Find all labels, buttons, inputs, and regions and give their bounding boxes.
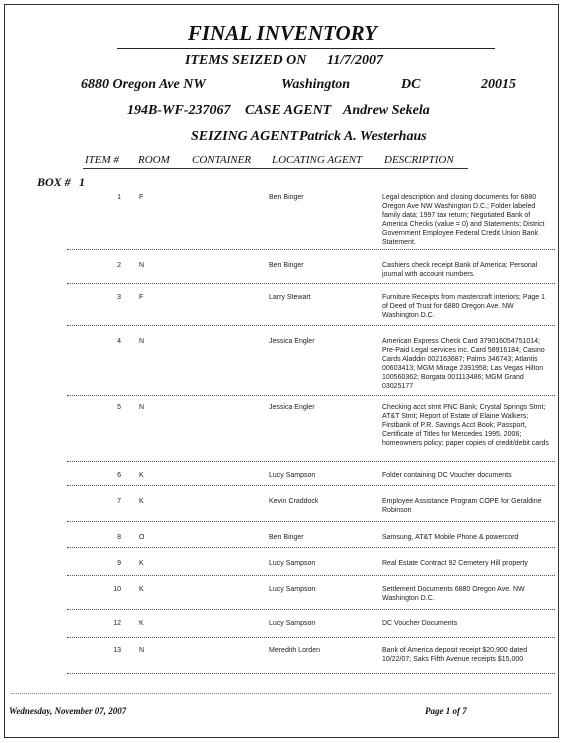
row-separator [67,609,555,610]
box-number: 1 [79,175,85,189]
item-description: DC Voucher Documents [382,620,458,627]
column-header-container: CONTAINER [192,154,252,166]
case-agent-label: CASE AGENT [245,103,332,118]
row-separator [67,485,555,486]
item-description: Employee Assistance Program COPE for Geraldine Robinson [382,498,542,514]
room-code: K [139,472,144,479]
item-description: American Express Check Card 379016054751014; Pre-Paid Legal services inc. Card 58916184; Casino Cards Aladdin 002163687; Palms 346743; Atlantis 00603413; MGM Mirage 2391958; Las Vegas Hilton 100560362; Borgata 001113486; MGM Grand 03025177 [382,338,545,390]
seizing-agent-label: SEIZING AGENT [191,129,299,144]
item-number: 9 [117,560,121,567]
state: DC [401,77,421,92]
room-code: K [139,560,144,567]
locating-agent: Kevin Craddock [269,498,319,505]
room-code: K [139,498,144,505]
city: Washington [281,77,350,92]
locating-agent: Lucy Sampson [269,560,316,567]
locating-agent: Ben Binger [269,194,304,201]
item-number: 4 [117,338,121,345]
document-page [4,4,559,738]
item-number: 1 [117,194,121,201]
room-code: N [139,338,145,345]
room-code: F [139,294,144,301]
locating-agent: Jessica Engler [269,404,315,411]
item-description: Folder containing DC Voucher documents [382,472,512,479]
item-number: 2 [117,262,121,269]
item-number: 10 [113,586,121,593]
column-header-rule [83,168,468,169]
row-separator [67,547,555,548]
zip-code: 20015 [481,77,516,92]
room-code: N [139,647,145,654]
locating-agent: Larry Stewart [269,294,311,301]
items-seized-label: ITEMS SEIZED ON [185,53,307,68]
item-description: Real Estate Contract 92 Cemetery Hill property [382,560,528,567]
row-separator [67,575,555,576]
locating-agent: Ben Binger [269,534,304,541]
title-underline [117,48,495,49]
item-description: Samsung, AT&T Mobile Phone & powercord [382,534,519,541]
item-number: 8 [117,534,121,541]
locating-agent: Lucy Sampson [269,586,316,593]
column-header-locating-agent: LOCATING AGENT [272,154,363,166]
footer-page-number: Page 1 of 7 [425,706,467,716]
row-separator [67,637,555,638]
footer-date: Wednesday, November 07, 2007 [9,706,127,716]
room-code: O [139,534,145,541]
locating-agent: Meredith Lorden [269,647,320,654]
item-description: Settlement Documents 6880 Oregon Ave. NW Washington D.C. [382,586,525,602]
box-label: BOX # [37,175,71,189]
row-separator [67,521,555,522]
column-header-description: DESCRIPTION [384,154,454,166]
room-code: F [139,194,144,201]
column-header-item: ITEM # [85,154,119,166]
room-code: K [139,586,144,593]
row-separator [67,395,555,396]
footer-rule [11,693,551,694]
row-separator [67,325,555,326]
item-description: Furniture Receipts from mastercraft interiors; Page 1 of Deed of Trust for 6880 Oregon Ave. NW Washington D.C. [382,294,546,319]
item-description: Bank of America deposit receipt $20,900 dated 10/22/07; Saks Fifth Avenue receipts $15,000 [382,647,528,663]
item-description: Cashiers check receipt Bank of America; Personal journal with account numbers. [382,262,538,278]
row-separator [67,673,555,674]
item-description: Legal description and closing documents for 6880 Oregon Ave NW Washington D.C.; Folder labeled family data; 1997 tax return; Negotiated Bank of America Checks (value = 0) and Statements; District Government Employee Federal Credit Union Bank Statement. [382,194,545,246]
row-separator [67,249,555,250]
page-title: FINAL INVENTORY [187,21,378,45]
seizing-agent-name: Patrick A. Westerhaus [299,129,427,144]
items-seized-date: 11/7/2007 [327,53,384,68]
room-code: K [139,620,144,627]
room-code: N [139,404,145,411]
item-number: 6 [117,472,121,479]
column-header-room: ROOM [138,154,170,166]
room-code: N [139,262,145,269]
item-number: 7 [117,498,121,505]
locating-agent: Lucy Sampson [269,620,316,627]
locating-agent: Jessica Engler [269,338,315,345]
item-number: 3 [117,294,121,301]
case-agent-name: Andrew Sekela [343,103,430,118]
item-number: 13 [113,647,121,654]
locating-agent: Ben Binger [269,262,304,269]
item-number: 5 [117,404,121,411]
row-separator [67,461,555,462]
item-description: Checking acct stmt PNC Bank; Crystal Springs Stmt; AT&T Stmt; Report of Estate of Elaine Walkers; Firstbank of P.R. Savings Acct Book; Passport, Certificate of Titles for Mercedes 1995, 2006; homeowners policy; paper copies of credit/debit cards [382,404,549,447]
row-separator [67,283,555,284]
street-address: 6880 Oregon Ave NW [81,77,206,92]
locating-agent: Lucy Sampson [269,472,316,479]
case-number: 194B-WF-237067 [127,103,231,118]
item-number: 12 [113,620,121,627]
